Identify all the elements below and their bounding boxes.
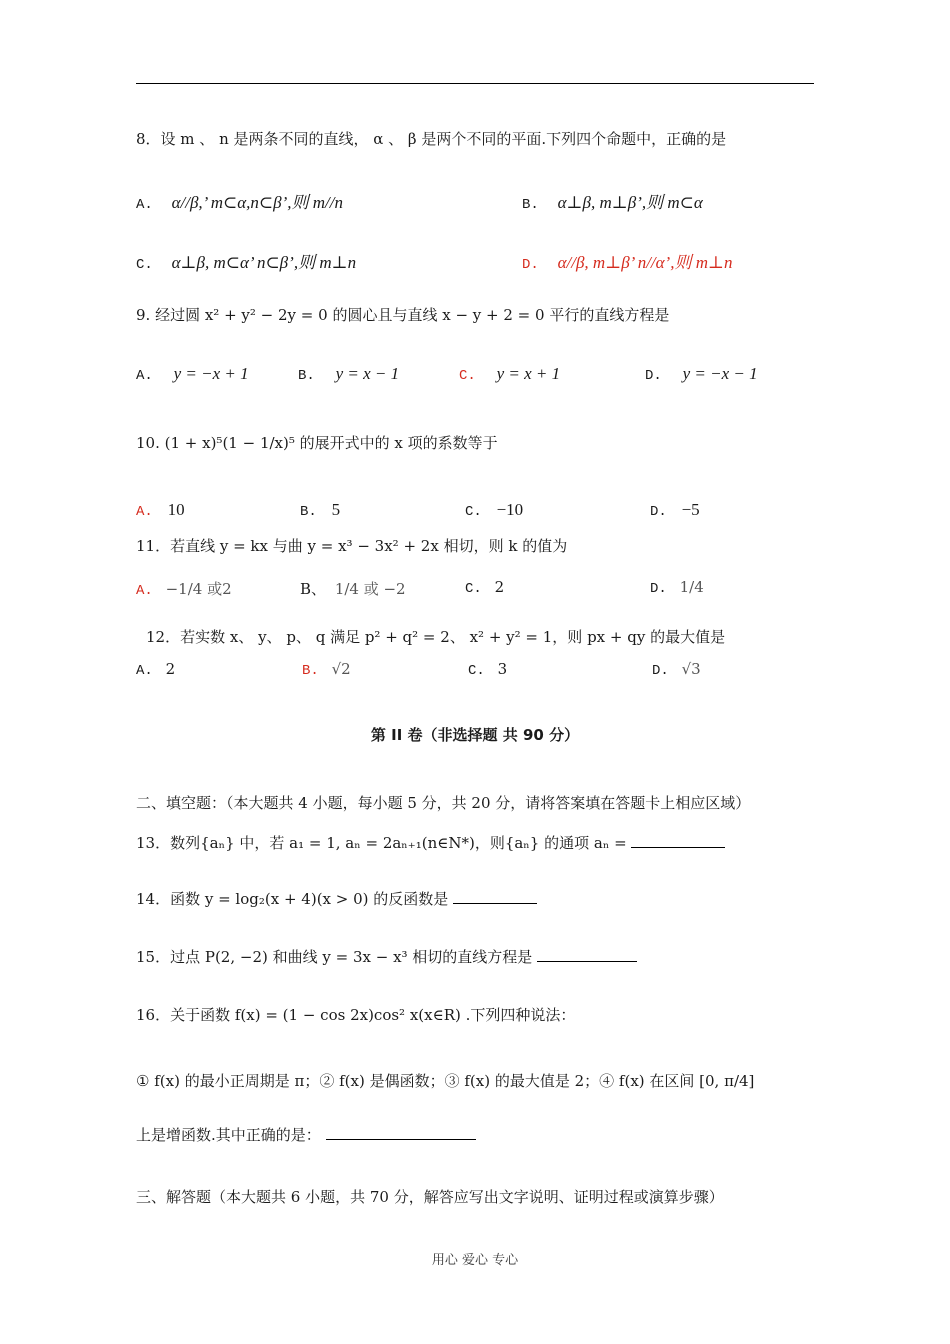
- q10-option-d: [650, 500, 700, 520]
- option-label: B、: [300, 580, 327, 598]
- q9-option-c: [459, 364, 560, 384]
- q8-stem: 8．设 m 、 n 是两条不同的直线， α 、 β 是两个不同的平面.下列四个命题中，正确的是: [136, 130, 727, 148]
- section-title: 第 II 卷（非选择题 共 90 分）: [370, 726, 580, 744]
- q13-text: 13．数列{aₙ} 中，若 a₁ = 1, aₙ = 2aₙ₊₁(n∈N*)，则{aₙ} 的通项 aₙ =: [136, 834, 627, 852]
- option-label: C.: [465, 581, 482, 597]
- option-label: D.: [652, 663, 669, 679]
- option-text: 1/4: [679, 578, 704, 596]
- q16-prompt: [136, 1124, 476, 1145]
- fill-in-header: 二、填空题：（本大题共 4 小题，每小题 5 分，共 20 分，请将答案填在答题卡上相应区域）: [136, 794, 751, 812]
- option-text: 3: [497, 660, 508, 678]
- q14: [136, 888, 537, 909]
- answer-blank[interactable]: [537, 947, 637, 962]
- option-text: α//β,’ m⊂α,n⊂β’,则 m//n: [171, 193, 343, 212]
- option-text: √2: [331, 660, 351, 678]
- q8-option-a: [136, 188, 343, 213]
- option-text: 2: [494, 578, 505, 596]
- q15-text: 15．过点 P(2, −2) 和曲线 y = 3x − x³ 相切的直线方程是: [136, 948, 533, 966]
- q12-option-c: [468, 660, 507, 679]
- q11-option-b: [300, 578, 406, 599]
- q10-stem: 10. (1 + x)⁵(1 − 1/x)⁵ 的展开式中的 x 项的系数等于: [136, 434, 498, 452]
- option-text: √3: [681, 660, 701, 678]
- option-label: D.: [650, 581, 667, 597]
- answer-blank[interactable]: [631, 833, 725, 848]
- option-text: 5: [331, 500, 341, 519]
- option-label: C.: [459, 368, 476, 384]
- option-label: C.: [468, 663, 485, 679]
- option-text: y = x − 1: [335, 364, 400, 383]
- option-text: −5: [681, 500, 700, 519]
- q9-option-d: [645, 364, 758, 384]
- q16-statements: ① f(x) 的最小正周期是 π；② f(x) 是偶函数；③ f(x) 的最大值是 2；④ f(x) 在区间 [0, π/4]: [136, 1072, 755, 1090]
- q9-option-b: [298, 364, 399, 384]
- option-label: C.: [136, 257, 153, 273]
- option-text: −10: [496, 500, 524, 519]
- option-text: α//β, m⊥β’ n//α’,则 m⊥n: [557, 253, 733, 272]
- option-text: 2: [165, 660, 176, 678]
- q10-option-a: [136, 500, 185, 520]
- option-label: B.: [298, 368, 315, 384]
- q16-stem: 16．关于函数 f(x) = (1 − cos 2x)cos² x(x∈R) .下列四种说法：: [136, 1006, 576, 1024]
- q16-prompt-text: 上是增函数.其中正确的是：: [136, 1126, 321, 1144]
- option-label: A.: [136, 583, 153, 599]
- option-label: A.: [136, 368, 153, 384]
- q8-option-c: [136, 248, 356, 273]
- option-text: 10: [167, 500, 185, 519]
- q15: [136, 946, 637, 967]
- answer-blank[interactable]: [326, 1125, 476, 1140]
- option-text: y = −x − 1: [682, 364, 758, 383]
- q8-option-d: [522, 248, 732, 273]
- q12-option-d: [652, 660, 701, 679]
- option-label: A.: [136, 197, 153, 213]
- q12-option-b: [302, 660, 351, 679]
- option-label: B.: [300, 504, 317, 520]
- q9-option-a: [136, 364, 249, 384]
- option-label: B.: [522, 197, 539, 213]
- q12-stem: 12．若实数 x、 y、 p、 q 满足 p² + q² = 2、 x² + y² = 1，则 px + qy 的最大值是: [146, 628, 726, 646]
- option-label: B.: [302, 663, 319, 679]
- option-label: A.: [136, 504, 153, 520]
- option-text: y = −x + 1: [173, 364, 249, 383]
- q11-option-d: [650, 578, 704, 597]
- q9-stem: 9. 经过圆 x² + y² − 2y = 0 的圆心且与直线 x − y + 2 = 0 平行的直线方程是: [136, 306, 670, 324]
- q10-option-b: [300, 500, 340, 520]
- q11-option-c: [465, 578, 504, 597]
- q13: [136, 832, 725, 853]
- solution-header: 三、解答题（本大题共 6 小题，共 70 分，解答应写出文字说明、证明过程或演算步骤）: [136, 1188, 724, 1206]
- q11-option-a: [136, 578, 232, 599]
- q14-text: 14．函数 y = log₂(x + 4)(x > 0) 的反函数是: [136, 890, 449, 908]
- q12-option-a: [136, 660, 175, 679]
- option-text: −1/4 或2: [165, 580, 232, 598]
- option-label: D.: [650, 504, 667, 520]
- option-text: 1/4 或 −2: [334, 580, 406, 598]
- option-text: α⊥β, m⊂α’ n⊂β’,则 m⊥n: [171, 253, 357, 272]
- answer-blank[interactable]: [453, 889, 537, 904]
- header-rule: [136, 83, 814, 84]
- option-label: A.: [136, 663, 153, 679]
- option-label: D.: [522, 257, 539, 273]
- option-label: C.: [465, 504, 482, 520]
- q8-option-b: [522, 188, 703, 213]
- option-label: D.: [645, 368, 662, 384]
- option-text: α⊥β, m⊥β’,则 m⊂α: [557, 193, 703, 212]
- q10-option-c: [465, 500, 523, 520]
- page-footer: 用心 爱心 专心: [431, 1253, 519, 1268]
- q11-stem: 11．若直线 y = kx 与曲 y = x³ − 3x² + 2x 相切，则 k 的值为: [136, 537, 568, 555]
- option-text: y = x + 1: [496, 364, 561, 383]
